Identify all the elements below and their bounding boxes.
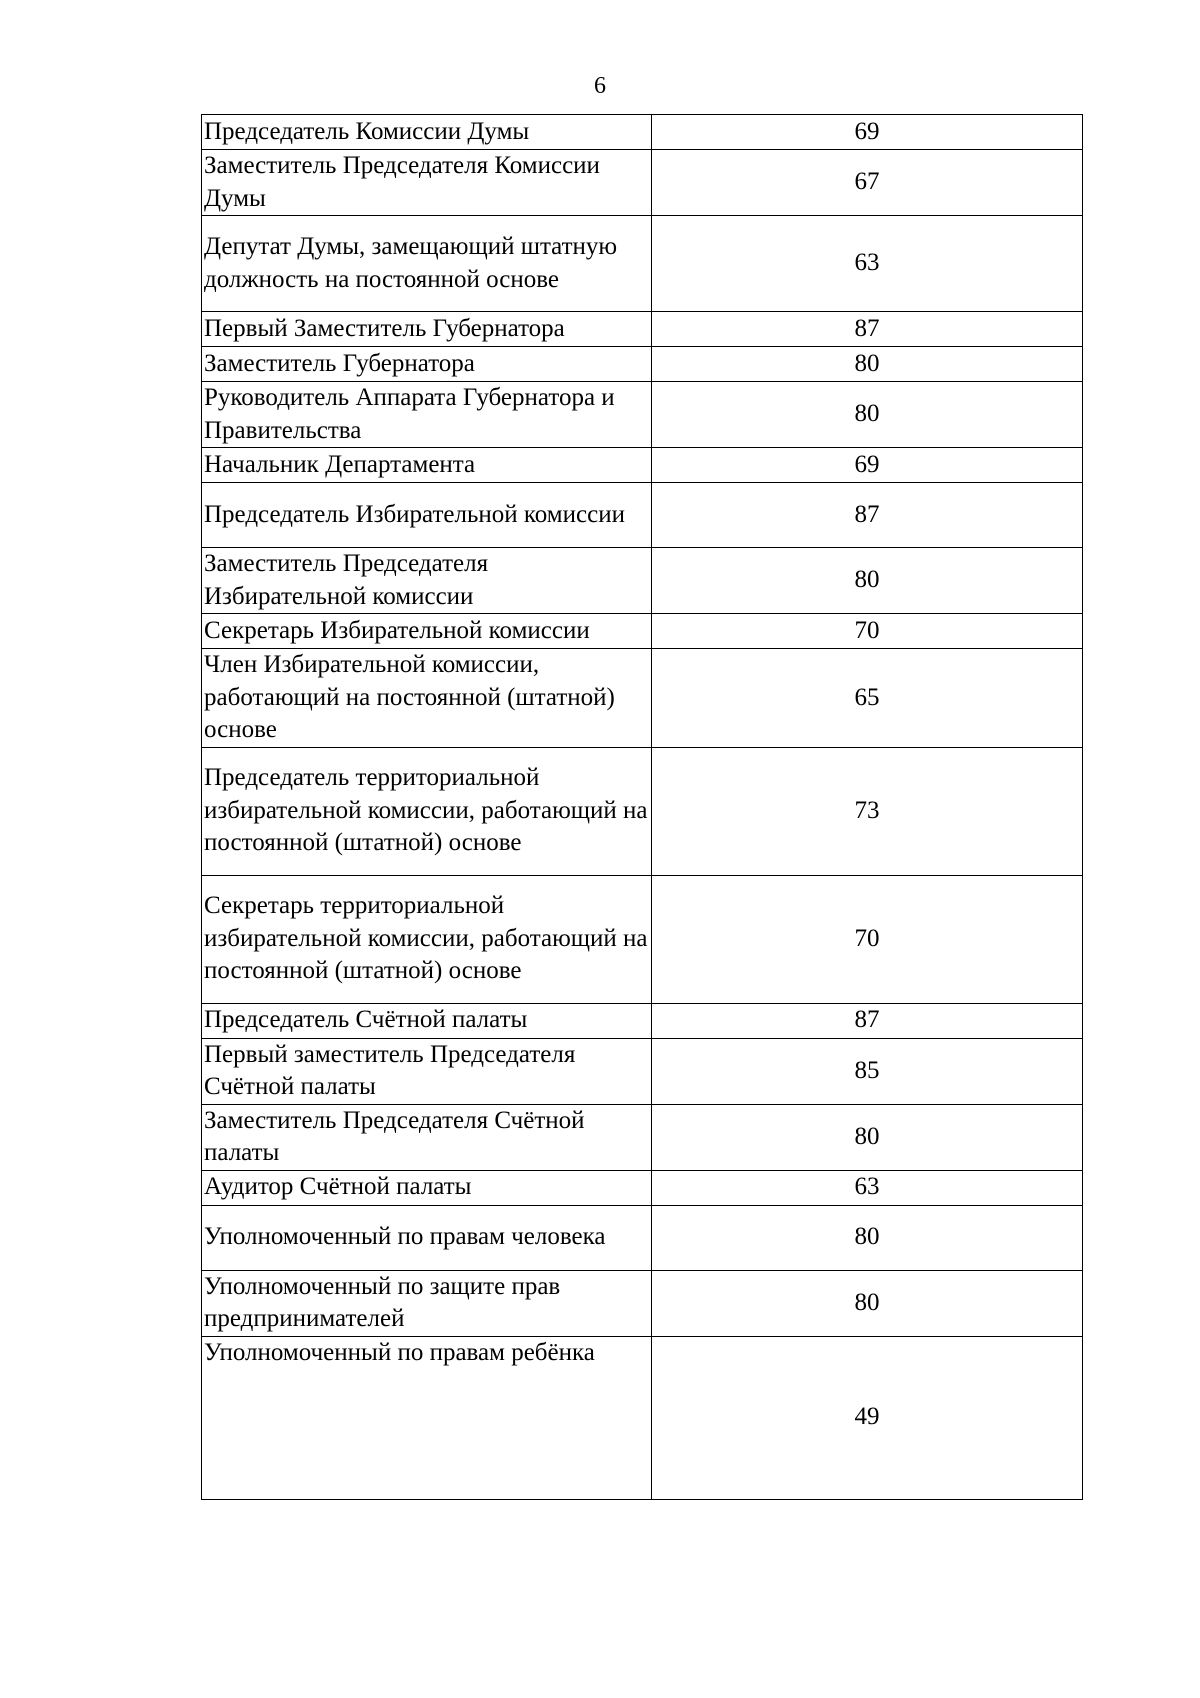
- table-row: [202, 548, 1083, 614]
- table-row: [202, 216, 1083, 312]
- position-cell: Заместитель Председателя Комиссии Думы: [202, 150, 652, 216]
- position-cell: Заместитель Председателя Счётной палаты: [202, 1104, 652, 1170]
- table-row: [202, 614, 1083, 649]
- table-row: [202, 1170, 1083, 1205]
- position-cell: Аудитор Счётной палаты: [202, 1170, 652, 1205]
- value-cell: 80: [652, 382, 1083, 448]
- table-row: [202, 1336, 1083, 1499]
- table-row: [202, 747, 1083, 875]
- value-cell: 87: [652, 312, 1083, 347]
- value-cell: 80: [652, 1270, 1083, 1336]
- position-cell: Секретарь территориальной избирательной комиссии, работающий на постоянной (штатной) основе: [202, 875, 652, 1003]
- position-cell: Начальник Департамента: [202, 448, 652, 483]
- value-cell: 80: [652, 347, 1083, 382]
- value-cell: 87: [652, 1003, 1083, 1038]
- value-cell: 85: [652, 1038, 1083, 1104]
- position-cell: Уполномоченный по правам человека: [202, 1205, 652, 1270]
- value-cell: 69: [652, 115, 1083, 150]
- position-cell: Председатель Избирательной комиссии: [202, 483, 652, 548]
- value-cell: 73: [652, 747, 1083, 875]
- position-cell: Первый Заместитель Губернатора: [202, 312, 652, 347]
- value-cell: 70: [652, 614, 1083, 649]
- table-row: [202, 382, 1083, 448]
- table-row: [202, 1270, 1083, 1336]
- page-number: 6: [594, 73, 606, 99]
- value-cell: 67: [652, 150, 1083, 216]
- position-cell: Председатель Комиссии Думы: [202, 115, 652, 150]
- positions-table: [201, 114, 1083, 1500]
- position-cell: Председатель Счётной палаты: [202, 1003, 652, 1038]
- value-cell: 70: [652, 875, 1083, 1003]
- table-row: [202, 649, 1083, 748]
- value-cell: 80: [652, 548, 1083, 614]
- position-cell: Член Избирательной комиссии, работающий на постоянной (штатной) основе: [202, 649, 652, 748]
- table-row: [202, 1104, 1083, 1170]
- position-cell: Заместитель Губернатора: [202, 347, 652, 382]
- table-row: [202, 150, 1083, 216]
- position-cell: Уполномоченный по защите прав предпринимателей: [202, 1270, 652, 1336]
- value-cell: 63: [652, 216, 1083, 312]
- position-cell: Секретарь Избирательной комиссии: [202, 614, 652, 649]
- position-cell: Депутат Думы, замещающий штатную должность на постоянной основе: [202, 216, 652, 312]
- table-row: [202, 448, 1083, 483]
- table-row: [202, 483, 1083, 548]
- table-row: [202, 312, 1083, 347]
- table-row: [202, 1205, 1083, 1270]
- table-row: [202, 875, 1083, 1003]
- value-cell: 87: [652, 483, 1083, 548]
- position-cell: Уполномоченный по правам ребёнка: [202, 1336, 652, 1499]
- position-cell: Председатель территориальной избирательной комиссии, работающий на постоянной (штатной) основе: [202, 747, 652, 875]
- table-row: [202, 1038, 1083, 1104]
- value-cell: 65: [652, 649, 1083, 748]
- value-cell: 80: [652, 1205, 1083, 1270]
- table-row: [202, 347, 1083, 382]
- value-cell: 80: [652, 1104, 1083, 1170]
- position-cell: Заместитель Председателя Избирательной комиссии: [202, 548, 652, 614]
- position-cell: Руководитель Аппарата Губернатора и Правительства: [202, 382, 652, 448]
- table-row: [202, 115, 1083, 150]
- value-cell: 69: [652, 448, 1083, 483]
- position-cell: Первый заместитель Председателя Счётной палаты: [202, 1038, 652, 1104]
- table-row: [202, 1003, 1083, 1038]
- value-cell: 63: [652, 1170, 1083, 1205]
- value-cell: 49: [652, 1336, 1083, 1499]
